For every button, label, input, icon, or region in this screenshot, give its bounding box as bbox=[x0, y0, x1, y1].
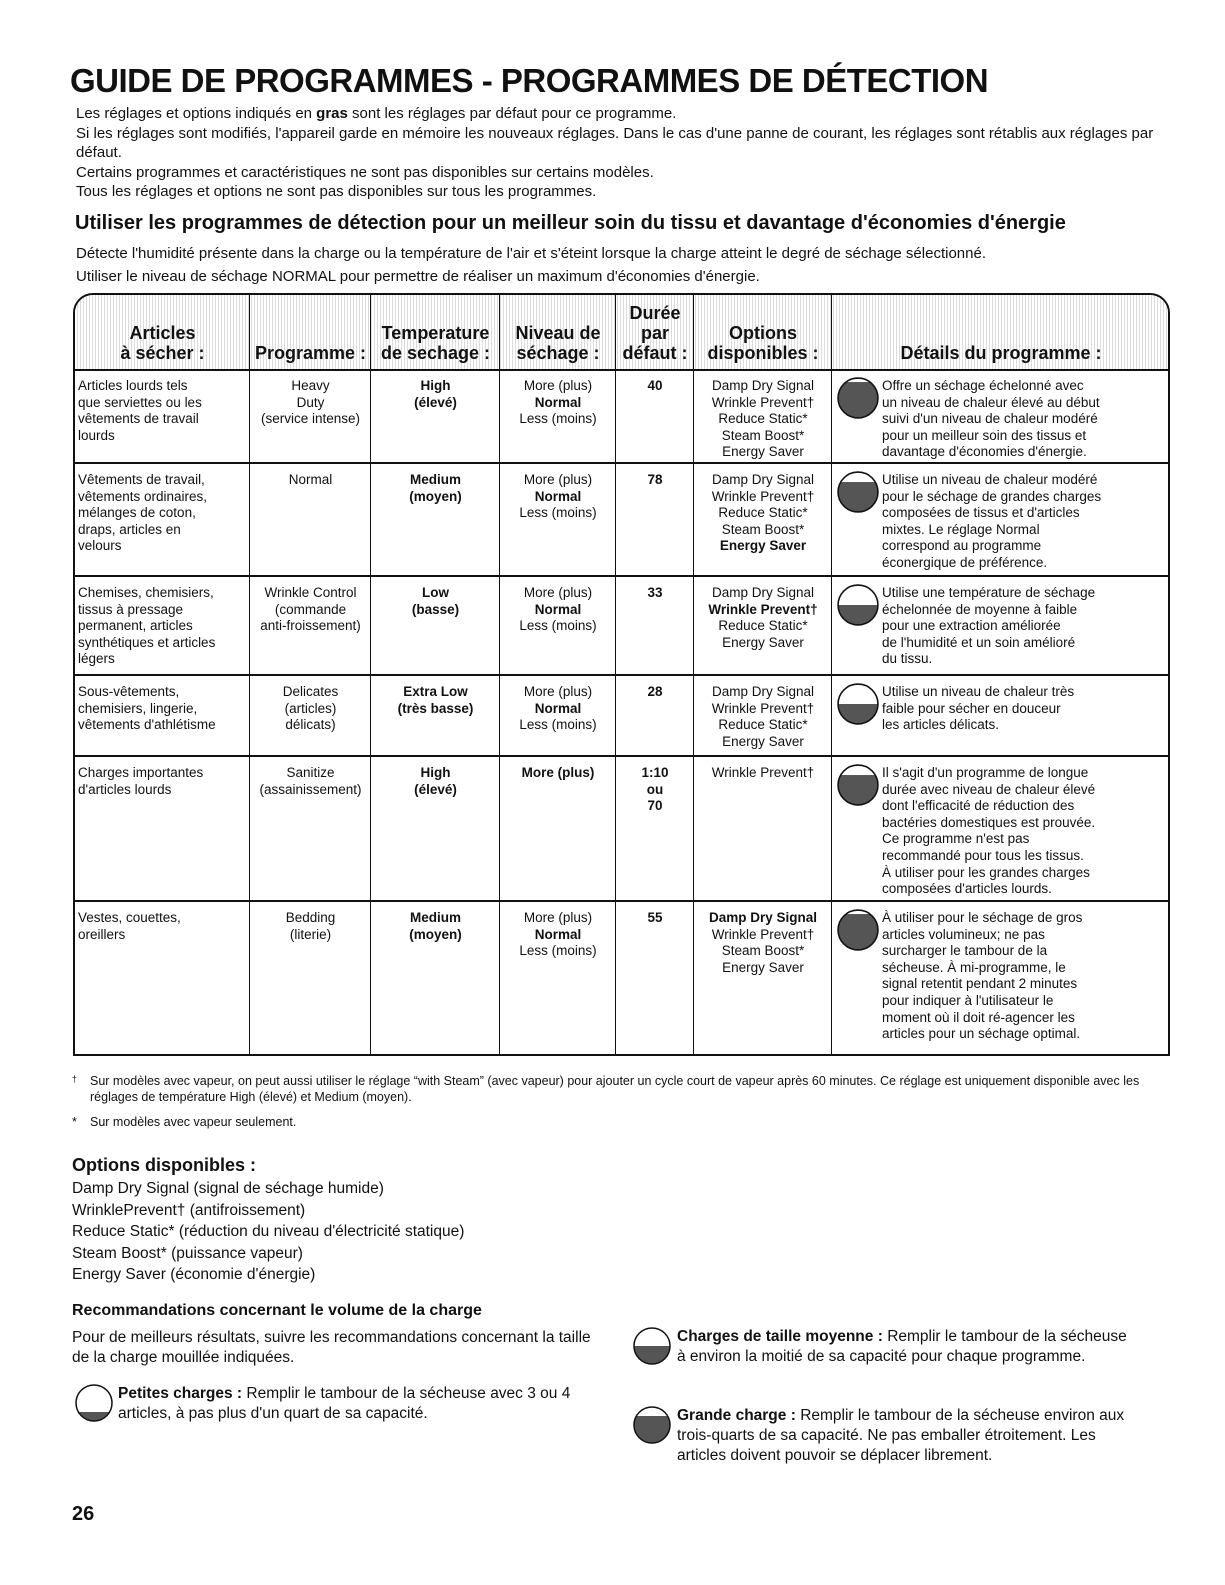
cell-line: vêtements de travail bbox=[78, 411, 199, 427]
load-level-icon bbox=[837, 377, 879, 419]
cell-line: Steam Boost* bbox=[721, 427, 805, 443]
cell-line: Normal bbox=[534, 926, 582, 942]
header-articles bbox=[75, 295, 250, 369]
cell-line: dont l'efficacité de réduction des bbox=[882, 798, 1075, 814]
cell-line: Less (moins) bbox=[519, 717, 597, 733]
load-fill bbox=[838, 482, 878, 512]
cell-line: Extra Low bbox=[403, 684, 468, 699]
detection-heading: Utiliser les programmes de détection pour un meilleur soin du tissu et davantage d'économies d'énergie bbox=[75, 212, 1066, 234]
cell-line: (service intense) bbox=[260, 411, 361, 427]
cell-line: vêtements d'athlétisme bbox=[78, 717, 216, 733]
load-fill bbox=[634, 1416, 670, 1443]
cell-line: composées de tissus et d'articles bbox=[882, 505, 1080, 521]
intro-line: Tous les réglages et options ne sont pas disponibles sur tous les programmes. bbox=[76, 183, 597, 200]
cell-line: Medium bbox=[409, 910, 461, 925]
niveau-cell bbox=[503, 910, 613, 960]
small-load-icon bbox=[74, 1383, 114, 1423]
cell-line: Normal bbox=[534, 700, 582, 716]
load-fill bbox=[838, 704, 878, 724]
cell-line: Sous-vêtements, bbox=[78, 684, 180, 699]
bold-word: gras bbox=[316, 105, 348, 122]
cell-line: les articles délicats. bbox=[882, 717, 1000, 733]
cell-line: High bbox=[420, 765, 451, 780]
cell-line: davantage d'économies d'énergie. bbox=[882, 444, 1087, 460]
cell-line: More (plus) bbox=[523, 472, 593, 487]
cell-line: Energy Saver bbox=[722, 444, 804, 460]
cell-line: Reduce Static* bbox=[718, 411, 808, 427]
cell-line: Energy Saver bbox=[722, 733, 804, 749]
option-item: Energy Saver (économie d'énergie) bbox=[72, 1266, 316, 1283]
cell-line: Steam Boost* bbox=[721, 943, 805, 959]
cell-line: (literie) bbox=[289, 926, 332, 942]
programme-cell bbox=[253, 684, 368, 734]
cell-line: anti-froissement) bbox=[260, 618, 361, 634]
footnote-dagger-text: Sur modèles avec vapeur, on peut aussi utiliser le réglage “with Steam” (avec vapeur) pour ajouter un cycle court de vapeur après 60 minutes. Ce réglage est uniquement disponible avec les réglages de température High (élevé) et Medium (moyen). bbox=[90, 1074, 1140, 1104]
cell-line: Wrinkle Prevent† bbox=[708, 601, 818, 617]
cell-line: de l'humidité et un soin amélioré bbox=[882, 634, 1076, 650]
header-details bbox=[832, 295, 1170, 369]
cell-line: un niveau de chaleur élevé au début bbox=[882, 394, 1100, 410]
cell-line: délicats) bbox=[285, 717, 336, 733]
options-cell bbox=[697, 472, 829, 555]
cell-line: Vêtements de travail, bbox=[78, 472, 205, 487]
cell-line: Normal bbox=[534, 601, 582, 617]
options-cell bbox=[697, 684, 829, 750]
cell-line: Less (moins) bbox=[519, 943, 597, 959]
header-programme bbox=[250, 295, 371, 369]
duree-cell bbox=[619, 378, 691, 395]
detection-line: Détecte l'humidité présente dans la charge ou la température de l'air et s'éteint lorsque la charge atteint le degré de séchage sélectionné. bbox=[76, 245, 986, 262]
cell-line: velours bbox=[78, 538, 122, 554]
header-line: Programme : bbox=[254, 343, 367, 363]
cell-line: d'articles lourds bbox=[78, 781, 172, 797]
load-intro: Pour de meilleurs résultats, suivre les recommandations concernant la taille de la charge mouillée indiquées. bbox=[72, 1329, 591, 1366]
intro-text bbox=[76, 104, 1166, 202]
cell-line: Delicates bbox=[282, 684, 339, 699]
cell-line: Duty bbox=[296, 394, 325, 410]
details-cell bbox=[882, 684, 1166, 734]
header-line: Temperature bbox=[381, 323, 490, 343]
large-load-desc: Remplir le tambour de la sécheuse environ aux trois-quarts de sa capacité. Ne pas emballer étroitement. Les articles doivent pouvoir se déplacer librement. bbox=[677, 1407, 1125, 1464]
articles-cell bbox=[78, 378, 247, 444]
header-line: défaut : bbox=[622, 343, 688, 363]
cell-line: recommandé pour tous les tissus. bbox=[882, 847, 1084, 863]
cell-line: Normal bbox=[534, 394, 582, 410]
load-fill bbox=[838, 775, 878, 805]
cell-line: lourds bbox=[78, 427, 115, 443]
load-level-icon bbox=[837, 683, 879, 725]
row-divider bbox=[75, 900, 1168, 902]
options-cell bbox=[697, 910, 829, 976]
temperature-cell bbox=[374, 378, 497, 411]
cell-line: Less (moins) bbox=[519, 411, 597, 427]
medium-load-icon bbox=[632, 1326, 672, 1366]
cell-line: Wrinkle Prevent† bbox=[711, 926, 815, 942]
cell-line: Damp Dry Signal bbox=[711, 585, 815, 600]
load-heading: Recommandations concernant le volume de la charge bbox=[72, 1302, 482, 1319]
load-fill bbox=[838, 605, 878, 625]
cell-line: éconergique de préférence. bbox=[882, 554, 1048, 570]
load-level-icon bbox=[837, 471, 879, 513]
cell-line: moment où il doit ré-agencer les bbox=[882, 1009, 1075, 1025]
details-cell bbox=[882, 765, 1166, 898]
cell-line: Reduce Static* bbox=[718, 505, 808, 521]
programme-cell bbox=[253, 378, 368, 428]
header-line: Niveau de bbox=[515, 323, 601, 343]
details-cell bbox=[882, 472, 1166, 572]
cell-line: 33 bbox=[647, 585, 663, 600]
cell-line: (moyen) bbox=[409, 488, 462, 504]
articles-cell bbox=[78, 910, 247, 943]
cell-line: faible pour sécher en douceur bbox=[882, 700, 1061, 716]
details-cell bbox=[882, 910, 1166, 1043]
cell-line: Heavy bbox=[291, 378, 330, 393]
intro-line: Certains programmes et caractéristiques ne sont pas disponibles sur certains modèles. bbox=[76, 163, 654, 181]
cell-line: mélanges de coton, bbox=[78, 505, 196, 521]
details-cell bbox=[882, 378, 1166, 461]
temperature-cell bbox=[374, 910, 497, 943]
cell-line: Reduce Static* bbox=[718, 717, 808, 733]
cell-line: Less (moins) bbox=[519, 505, 597, 521]
cell-line: Offre un séchage échelonné avec bbox=[882, 378, 1084, 393]
detection-line: Utiliser le niveau de séchage NORMAL pour permettre de réaliser un maximum d'économies d'énergie. bbox=[76, 268, 760, 285]
header-options bbox=[694, 295, 832, 369]
header-line: disponibles : bbox=[707, 343, 819, 363]
duree-cell bbox=[619, 684, 691, 701]
cell-line: Energy Saver bbox=[722, 634, 804, 650]
header-line: Détails du programme : bbox=[900, 343, 1102, 363]
header-line: Options bbox=[729, 323, 797, 343]
niveau-cell bbox=[503, 585, 613, 635]
cell-line: correspond au programme bbox=[882, 538, 1042, 554]
small-load-label: Petites charges : bbox=[118, 1385, 243, 1402]
cell-line: signal retentit pendant 2 minutes bbox=[882, 976, 1078, 992]
cell-line: Energy Saver bbox=[719, 538, 807, 554]
cell-line: 78 bbox=[647, 472, 663, 487]
header-line: Articles bbox=[129, 323, 196, 343]
articles-cell bbox=[78, 765, 247, 798]
row-divider bbox=[75, 674, 1168, 676]
cell-line: bactéries domestiques est prouvée. bbox=[882, 814, 1096, 830]
cell-line: Damp Dry Signal bbox=[711, 378, 815, 393]
load-level-icon bbox=[837, 909, 879, 951]
row-divider bbox=[75, 575, 1168, 577]
footnote-dagger-mark: † bbox=[72, 1074, 78, 1084]
duree-cell bbox=[619, 585, 691, 602]
options-cell bbox=[697, 585, 829, 651]
header-niveau bbox=[500, 295, 616, 369]
cell-line: ou bbox=[646, 781, 664, 797]
option-item: WrinklePrevent† (antifroissement) bbox=[72, 1201, 306, 1219]
temperature-cell bbox=[374, 765, 497, 798]
load-level-icon bbox=[837, 764, 879, 806]
cell-line: 55 bbox=[647, 910, 663, 925]
cell-line: Articles lourds tels bbox=[78, 378, 188, 393]
programme-cell bbox=[253, 585, 368, 635]
temperature-cell bbox=[374, 585, 497, 618]
row-divider bbox=[75, 462, 1168, 464]
options-heading: Options disponibles : bbox=[72, 1155, 256, 1175]
cell-line: (basse) bbox=[411, 601, 460, 617]
cell-line: Steam Boost* bbox=[721, 521, 805, 537]
cell-line: pour le séchage de grandes charges bbox=[882, 488, 1102, 504]
cell-line: High bbox=[420, 378, 451, 393]
header-line: séchage : bbox=[516, 343, 600, 363]
cell-line: durée avec niveau de chaleur élevé bbox=[882, 781, 1096, 797]
cell-line: suivi d'un niveau de chaleur modéré bbox=[882, 411, 1098, 427]
niveau-cell bbox=[503, 765, 613, 782]
cell-line: Low bbox=[422, 585, 449, 600]
articles-cell bbox=[78, 684, 247, 734]
page-title: GUIDE DE PROGRAMMES - PROGRAMMES DE DÉTECTION bbox=[70, 62, 989, 99]
duree-cell bbox=[619, 765, 691, 815]
load-level-icon bbox=[837, 584, 879, 626]
cell-line: surcharger le tambour de la bbox=[882, 943, 1048, 959]
cell-line: (élevé) bbox=[414, 394, 457, 410]
cell-line: Wrinkle Control bbox=[264, 585, 357, 600]
cell-line: (très basse) bbox=[397, 700, 474, 716]
header-line: à sécher : bbox=[120, 343, 205, 363]
details-cell bbox=[882, 585, 1166, 668]
cell-line: Ce programme n'est pas bbox=[882, 831, 1030, 847]
niveau-cell bbox=[503, 472, 613, 522]
cell-line: oreillers bbox=[78, 926, 126, 942]
cell-line: 28 bbox=[647, 684, 663, 699]
cell-line: Medium bbox=[409, 472, 461, 487]
intro-line bbox=[76, 104, 1166, 124]
programme-cell bbox=[253, 472, 368, 489]
cell-line: Utilise un niveau de chaleur modéré bbox=[882, 472, 1098, 487]
option-item: Damp Dry Signal (signal de séchage humide) bbox=[72, 1180, 384, 1197]
large-load-text bbox=[677, 1406, 1147, 1466]
cell-line: composées d'articles lourds. bbox=[882, 881, 1052, 897]
cell-line: 70 bbox=[647, 798, 663, 814]
temperature-cell bbox=[374, 684, 497, 717]
cell-line: (élevé) bbox=[414, 781, 457, 797]
cell-line: Damp Dry Signal bbox=[711, 472, 815, 487]
cell-line: Damp Dry Signal bbox=[711, 684, 815, 699]
cell-line: Wrinkle Prevent† bbox=[711, 700, 815, 716]
cell-line: pour indiquer à l'utilisateur le bbox=[882, 992, 1054, 1008]
header-line: Durée bbox=[629, 303, 681, 323]
cell-line: (moyen) bbox=[409, 926, 462, 942]
cell-line: que serviettes ou les bbox=[78, 394, 202, 410]
cell-line: échelonnée de moyenne à faible bbox=[882, 601, 1078, 617]
cell-line: synthétiques et articles bbox=[78, 634, 216, 650]
temperature-cell bbox=[374, 472, 497, 505]
cell-line: articles volumineux; ne pas bbox=[882, 926, 1045, 942]
medium-load-label: Charges de taille moyenne : bbox=[677, 1328, 883, 1345]
header-duree bbox=[616, 295, 694, 369]
option-item: Reduce Static* (réduction du niveau d'électricité statique) bbox=[72, 1223, 465, 1240]
duree-cell bbox=[619, 910, 691, 927]
detection-text bbox=[76, 242, 1166, 288]
cell-line: Chemises, chemisiers, bbox=[78, 585, 214, 600]
cell-line: Utilise une température de séchage bbox=[882, 585, 1096, 600]
cell-line: Il s'agit d'un programme de longue bbox=[882, 765, 1089, 780]
cell-line: More (plus) bbox=[523, 378, 593, 393]
option-item: Steam Boost* (puissance vapeur) bbox=[72, 1244, 303, 1262]
cell-line: (assainissement) bbox=[259, 781, 362, 797]
cell-line: tissus à pressage bbox=[78, 601, 184, 617]
intro-bold-note: Les réglages et options indiqués en gras sont les réglages par défaut pour ce programme. bbox=[76, 105, 677, 122]
footnote-star-mark: * bbox=[72, 1115, 77, 1129]
duree-cell bbox=[619, 472, 691, 489]
footnote-star-text: Sur modèles avec vapeur seulement. bbox=[90, 1115, 297, 1129]
articles-cell bbox=[78, 472, 247, 555]
cell-line: 40 bbox=[647, 378, 663, 393]
cell-line: More (plus) bbox=[523, 684, 593, 699]
load-fill bbox=[634, 1346, 670, 1364]
header-line: par bbox=[640, 323, 669, 343]
articles-cell bbox=[78, 585, 247, 668]
cell-line: Reduce Static* bbox=[718, 618, 808, 634]
program-table bbox=[73, 293, 1170, 1056]
medium-load-text bbox=[677, 1327, 1137, 1367]
cell-line: chemisiers, lingerie, bbox=[78, 700, 198, 716]
programme-cell bbox=[253, 765, 368, 798]
programme-cell bbox=[253, 910, 368, 943]
niveau-cell bbox=[503, 378, 613, 428]
options-list bbox=[72, 1178, 464, 1286]
intro-line: Si les réglages sont modifiés, l'appareil garde en mémoire les nouveaux réglages. Dans le cas d'une panne de courant, les réglages sont rétablis aux réglages par défaut. bbox=[76, 124, 1154, 161]
header-temperature bbox=[371, 295, 500, 369]
cell-line: Damp Dry Signal bbox=[708, 910, 818, 925]
cell-line: 1:10 bbox=[641, 765, 669, 780]
page-number: 26 bbox=[72, 1503, 95, 1525]
cell-line: Less (moins) bbox=[519, 618, 597, 634]
small-load-desc: Remplir le tambour de la sécheuse avec 3 ou 4 articles, à pas plus d'un quart de sa capacité. bbox=[118, 1385, 571, 1422]
niveau-cell bbox=[503, 684, 613, 734]
cell-line: Energy Saver bbox=[722, 959, 804, 975]
cell-line: More (plus) bbox=[523, 585, 593, 600]
cell-line: Normal bbox=[534, 488, 582, 504]
cell-line: Sanitize bbox=[286, 765, 335, 780]
cell-line: À utiliser pour le séchage de gros bbox=[882, 910, 1083, 925]
cell-line: More (plus) bbox=[523, 910, 593, 925]
cell-line: Vestes, couettes, bbox=[78, 910, 181, 925]
cell-line: pour une extraction améliorée bbox=[882, 618, 1061, 634]
cell-line: Utilise un niveau de chaleur très bbox=[882, 684, 1075, 699]
cell-line: (commande bbox=[274, 601, 347, 617]
cell-line: Wrinkle Prevent† bbox=[711, 765, 815, 780]
cell-line: articles pour un séchage optimal. bbox=[882, 1026, 1081, 1042]
cell-line: légers bbox=[78, 651, 115, 667]
large-load-label: Grande charge : bbox=[677, 1407, 796, 1424]
cell-line: Bedding bbox=[285, 910, 336, 925]
cell-line: Normal bbox=[288, 472, 333, 487]
cell-line: (articles) bbox=[284, 700, 337, 716]
small-load-text bbox=[118, 1384, 578, 1424]
medium-load-desc: Remplir le tambour de la sécheuse à environ la moitié de sa capacité pour chaque programme. bbox=[677, 1328, 1127, 1365]
cell-line: Charges importantes bbox=[78, 765, 204, 780]
large-load-icon bbox=[632, 1405, 672, 1445]
header-line: de sechage : bbox=[380, 343, 491, 363]
row-divider bbox=[75, 755, 1168, 757]
cell-line: draps, articles en bbox=[78, 521, 181, 537]
cell-line: Wrinkle Prevent† bbox=[711, 488, 815, 504]
options-cell bbox=[697, 765, 829, 782]
options-cell bbox=[697, 378, 829, 461]
cell-line: permanent, articles bbox=[78, 618, 193, 634]
cell-line: Wrinkle Prevent† bbox=[711, 394, 815, 410]
cell-line: du tissu. bbox=[882, 651, 933, 667]
cell-line: vêtements ordinaires, bbox=[78, 488, 208, 504]
cell-line: mixtes. Le réglage Normal bbox=[882, 521, 1040, 537]
table-header bbox=[75, 295, 1168, 371]
cell-line: pour un meilleur soin des tissus et bbox=[882, 427, 1087, 443]
cell-line: sécheuse. À mi-programme, le bbox=[882, 959, 1066, 975]
cell-line: More (plus) bbox=[521, 765, 595, 780]
cell-line: À utiliser pour les grandes charges bbox=[882, 864, 1090, 880]
